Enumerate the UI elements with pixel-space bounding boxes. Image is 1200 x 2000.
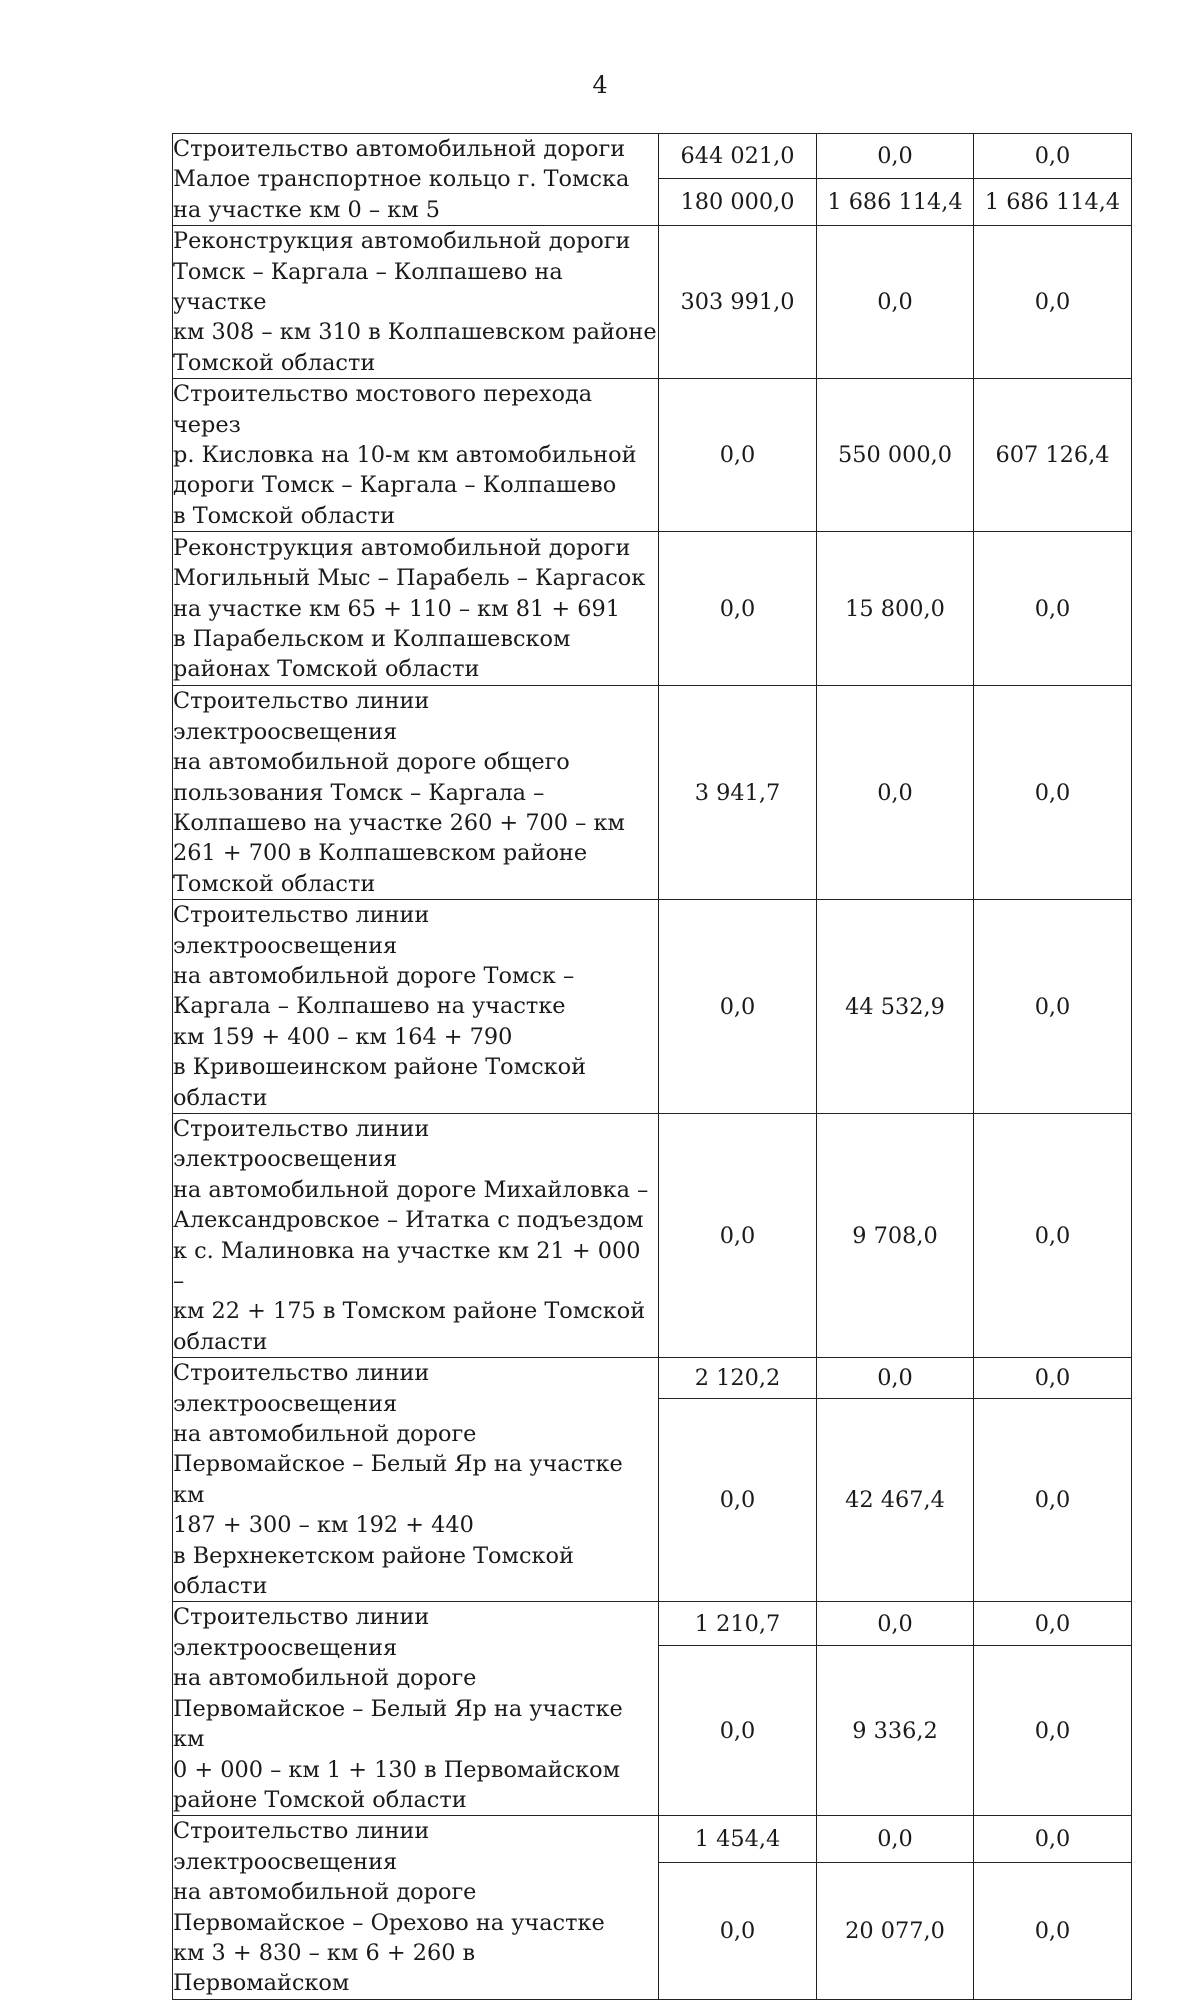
project-description xyxy=(173,379,659,532)
description-line: в Парабельском и Колпашевском xyxy=(173,625,571,652)
description-line: в Кривошеинском районе Томской xyxy=(173,1054,587,1081)
amount-year-3: 0,0 xyxy=(974,1602,1132,1645)
project-description xyxy=(173,1602,659,1816)
table-row xyxy=(173,379,1132,532)
description-line: на автомобильной дороге Томск – xyxy=(173,962,575,989)
amount-year-1: 1 454,4 xyxy=(659,1816,817,1862)
description-line: на участке км 0 – км 5 xyxy=(173,196,440,223)
amount-year-1: 0,0 xyxy=(659,1113,817,1357)
amount-year-3: 0,0 xyxy=(974,1399,1132,1602)
table-row xyxy=(173,226,1132,379)
amount-year-3: 0,0 xyxy=(974,1113,1132,1357)
description-line: Строительство линии электроосвещения xyxy=(173,1604,430,1661)
description-line: Могильный Мыс – Парабель – Каргасок xyxy=(173,565,646,592)
description-line: км 3 + 830 – км 6 + 260 в Первомайском xyxy=(173,1939,476,1997)
table-row xyxy=(173,686,1132,900)
project-description xyxy=(173,1358,659,1602)
table-row xyxy=(173,134,1132,179)
description-line: районах Томской области xyxy=(173,656,480,683)
description-line: Каргала – Колпашево на участке xyxy=(173,993,566,1020)
description-line: дороги Томск – Каргала – Колпашево xyxy=(173,472,617,499)
amount-year-2: 9 336,2 xyxy=(817,1645,974,1816)
description-line: к с. Малиновка на участке км 21 + 000 – xyxy=(173,1237,641,1294)
amount-year-2: 9 708,0 xyxy=(817,1113,974,1357)
description-line: Строительство линии электроосвещения xyxy=(173,1360,430,1417)
amount-year-1: 0,0 xyxy=(659,1862,817,1999)
amount-year-2: 15 800,0 xyxy=(817,532,974,686)
description-line: в Томской области xyxy=(173,502,395,529)
table-row xyxy=(173,532,1132,686)
amount-year-2: 20 077,0 xyxy=(817,1862,974,1999)
description-line: Александровское – Итатка с подъездом xyxy=(173,1207,644,1234)
description-line: Томской области xyxy=(173,870,376,897)
amount-year-2: 44 532,9 xyxy=(817,900,974,1114)
amount-year-1: 180 000,0 xyxy=(659,179,817,226)
amount-year-2: 1 686 114,4 xyxy=(817,179,974,226)
description-line: Первомайское – Белый Яр на участке км xyxy=(173,1695,623,1753)
description-line: на автомобильной дороге xyxy=(173,1665,477,1692)
description-line: в Верхнекетском районе Томской xyxy=(173,1542,574,1569)
amount-year-1: 2 120,2 xyxy=(659,1358,817,1399)
description-line: Строительство линии электроосвещения xyxy=(173,1115,430,1173)
description-line: Малое транспортное кольцо г. Томска xyxy=(173,166,630,193)
amount-year-1: 303 991,0 xyxy=(659,226,817,379)
amount-year-3: 0,0 xyxy=(974,532,1132,686)
amount-year-2: 0,0 xyxy=(817,226,974,379)
description-line: км 159 + 400 – км 164 + 790 xyxy=(173,1023,513,1050)
description-line: Строительство автомобильной дороги xyxy=(173,136,626,162)
table-row xyxy=(173,1602,1132,1645)
amount-year-3: 0,0 xyxy=(974,1358,1132,1399)
amount-year-1: 0,0 xyxy=(659,379,817,532)
amount-year-3: 0,0 xyxy=(974,900,1132,1114)
amount-year-1: 1 210,7 xyxy=(659,1602,817,1645)
description-line: Строительство линии электроосвещения xyxy=(173,688,430,745)
amount-year-3: 0,0 xyxy=(974,1816,1132,1862)
amount-year-3: 0,0 xyxy=(974,134,1132,179)
description-line: районе Томской области xyxy=(173,1786,467,1813)
description-line: пользования Томск – Каргала – xyxy=(173,779,545,806)
amount-year-2: 0,0 xyxy=(817,1816,974,1862)
description-line: области xyxy=(173,1573,268,1600)
description-line: Реконструкция автомобильной дороги xyxy=(173,534,631,561)
budget-table xyxy=(172,133,1132,2000)
project-description xyxy=(173,686,659,900)
amount-year-3: 0,0 xyxy=(974,1645,1132,1816)
description-line: Строительство линии электроосвещения xyxy=(173,902,430,959)
amount-year-1: 0,0 xyxy=(659,1399,817,1602)
description-line: на автомобильной дороге xyxy=(173,1421,477,1448)
table-row xyxy=(173,900,1132,1114)
table-row xyxy=(173,1816,1132,1862)
project-description xyxy=(173,1113,659,1357)
description-line: Первомайское – Белый Яр на участке км xyxy=(173,1451,623,1508)
page-number: 4 xyxy=(592,71,608,99)
amount-year-1: 0,0 xyxy=(659,1645,817,1816)
amount-year-2: 0,0 xyxy=(817,1602,974,1645)
amount-year-3: 0,0 xyxy=(974,226,1132,379)
amount-year-1: 0,0 xyxy=(659,532,817,686)
amount-year-3: 0,0 xyxy=(974,686,1132,900)
amount-year-3: 0,0 xyxy=(974,1862,1132,1999)
table-row xyxy=(173,1358,1132,1399)
project-description xyxy=(173,532,659,686)
description-line: Первомайское – Орехово на участке xyxy=(173,1909,605,1936)
description-line: 187 + 300 – км 192 + 440 xyxy=(173,1512,474,1539)
description-line: р. Кисловка на 10-м км автомобильной xyxy=(173,442,637,469)
amount-year-3: 1 686 114,4 xyxy=(974,179,1132,226)
amount-year-2: 0,0 xyxy=(817,686,974,900)
amount-year-2: 550 000,0 xyxy=(817,379,974,532)
amount-year-2: 0,0 xyxy=(817,134,974,179)
amount-year-1: 0,0 xyxy=(659,900,817,1114)
description-line: Томск – Каргала – Колпашево на участке xyxy=(173,258,563,316)
amount-year-1: 3 941,7 xyxy=(659,686,817,900)
description-line: области xyxy=(173,1328,268,1355)
description-line: на участке км 65 + 110 – км 81 + 691 xyxy=(173,595,620,622)
project-description xyxy=(173,900,659,1114)
description-line: на автомобильной дороге общего xyxy=(173,749,570,776)
amount-year-1: 644 021,0 xyxy=(659,134,817,179)
project-description xyxy=(173,226,659,379)
table-row xyxy=(173,1113,1132,1357)
description-line: 261 + 700 в Колпашевском районе xyxy=(173,840,588,867)
description-line: км 22 + 175 в Томском районе Томской xyxy=(173,1298,646,1325)
amount-year-3: 607 126,4 xyxy=(974,379,1132,532)
budget-table-body xyxy=(173,134,1132,2000)
description-line: Строительство мостового перехода через xyxy=(173,381,593,438)
description-line: км 308 – км 310 в Колпашевском районе xyxy=(173,319,657,346)
description-line: области xyxy=(173,1084,268,1111)
project-description xyxy=(173,134,659,226)
project-description xyxy=(173,1816,659,1999)
description-line: на автомобильной дороге Михайловка – xyxy=(173,1176,649,1203)
description-line: Колпашево на участке 260 + 700 – км xyxy=(173,809,625,836)
description-line: 0 + 000 – км 1 + 130 в Первомайском xyxy=(173,1756,621,1783)
description-line: Томской области xyxy=(173,349,376,376)
amount-year-2: 0,0 xyxy=(817,1358,974,1399)
description-line: на автомобильной дороге xyxy=(173,1879,477,1906)
description-line: Строительство линии электроосвещения xyxy=(173,1818,430,1875)
amount-year-2: 42 467,4 xyxy=(817,1399,974,1602)
description-line: Реконструкция автомобильной дороги xyxy=(173,228,631,255)
